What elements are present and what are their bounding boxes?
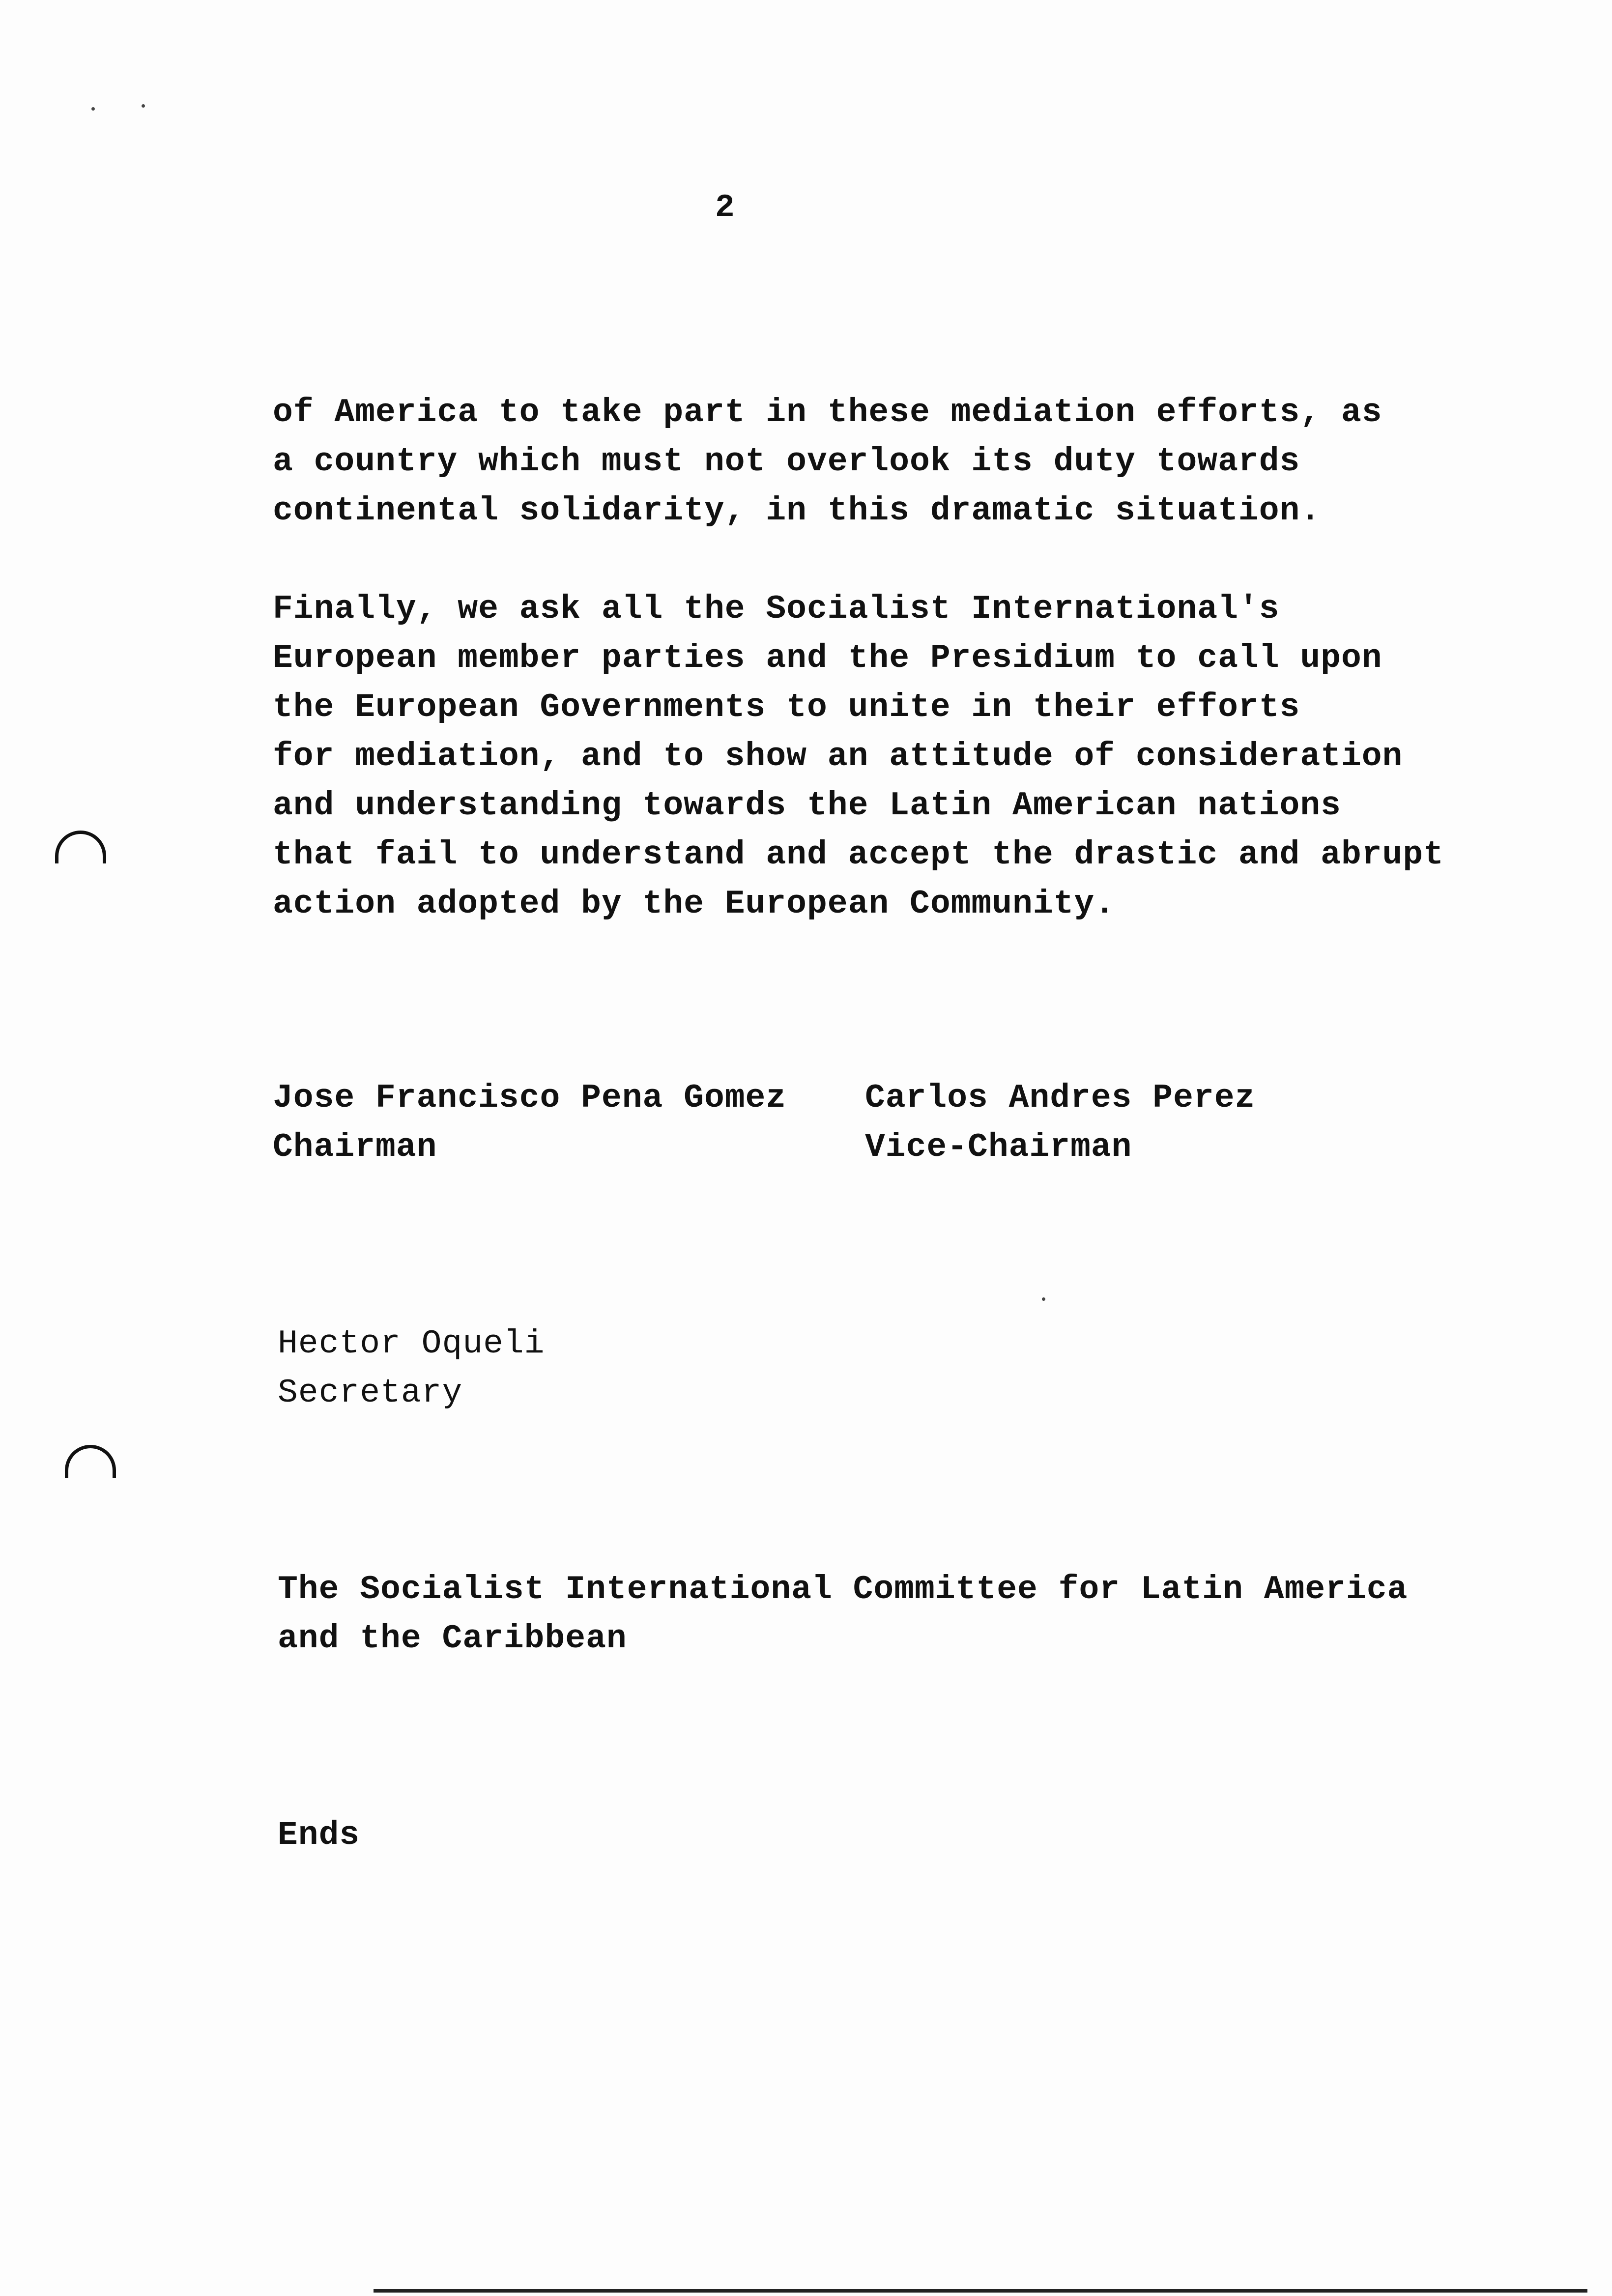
chairman-name: Jose Francisco Pena Gomez	[273, 1079, 787, 1117]
paragraph-2-line-1: Finally, we ask all the Socialist International's	[273, 590, 1280, 628]
paragraph-1-line-1: of America to take part in these mediation efforts, as	[273, 394, 1382, 431]
paragraph-2-line-7: action adopted by the European Community.	[273, 885, 1116, 923]
punch-hole-mark	[65, 1445, 116, 1478]
paragraph-2-line-2: European member parties and the Presidium to call upon	[273, 639, 1382, 677]
paragraph-2-line-4: for mediation, and to show an attitude of consideration	[273, 738, 1403, 775]
scan-speck	[91, 107, 95, 111]
vice-chairman-name: Carlos Andres Perez	[865, 1079, 1256, 1117]
secretary-role: Secretary	[278, 1374, 463, 1412]
paragraph-2-line-3: the European Governments to unite in their efforts	[273, 689, 1300, 726]
paragraph-2-line-6: that fail to understand and accept the drastic and abrupt	[273, 836, 1444, 874]
secretary-name: Hector Oqueli	[278, 1325, 545, 1363]
bottom-edge-rule	[374, 2289, 1587, 2293]
chairman-role: Chairman	[273, 1128, 437, 1166]
page-number: 2	[715, 189, 735, 226]
ending-text: Ends	[278, 1816, 360, 1854]
committee-line-2: and the Caribbean	[278, 1620, 627, 1658]
committee-line-1: The Socialist International Committee for Latin America	[278, 1571, 1408, 1608]
paragraph-1-line-2: a country which must not overlook its duty towards	[273, 443, 1300, 481]
paragraph-1-line-3: continental solidarity, in this dramatic situation.	[273, 492, 1321, 530]
vice-chairman-role: Vice-Chairman	[865, 1128, 1132, 1166]
scan-speck	[1042, 1297, 1045, 1301]
scan-speck	[142, 104, 145, 108]
punch-hole-mark	[55, 831, 106, 863]
paragraph-2-line-5: and understanding towards the Latin American nations	[273, 787, 1341, 825]
